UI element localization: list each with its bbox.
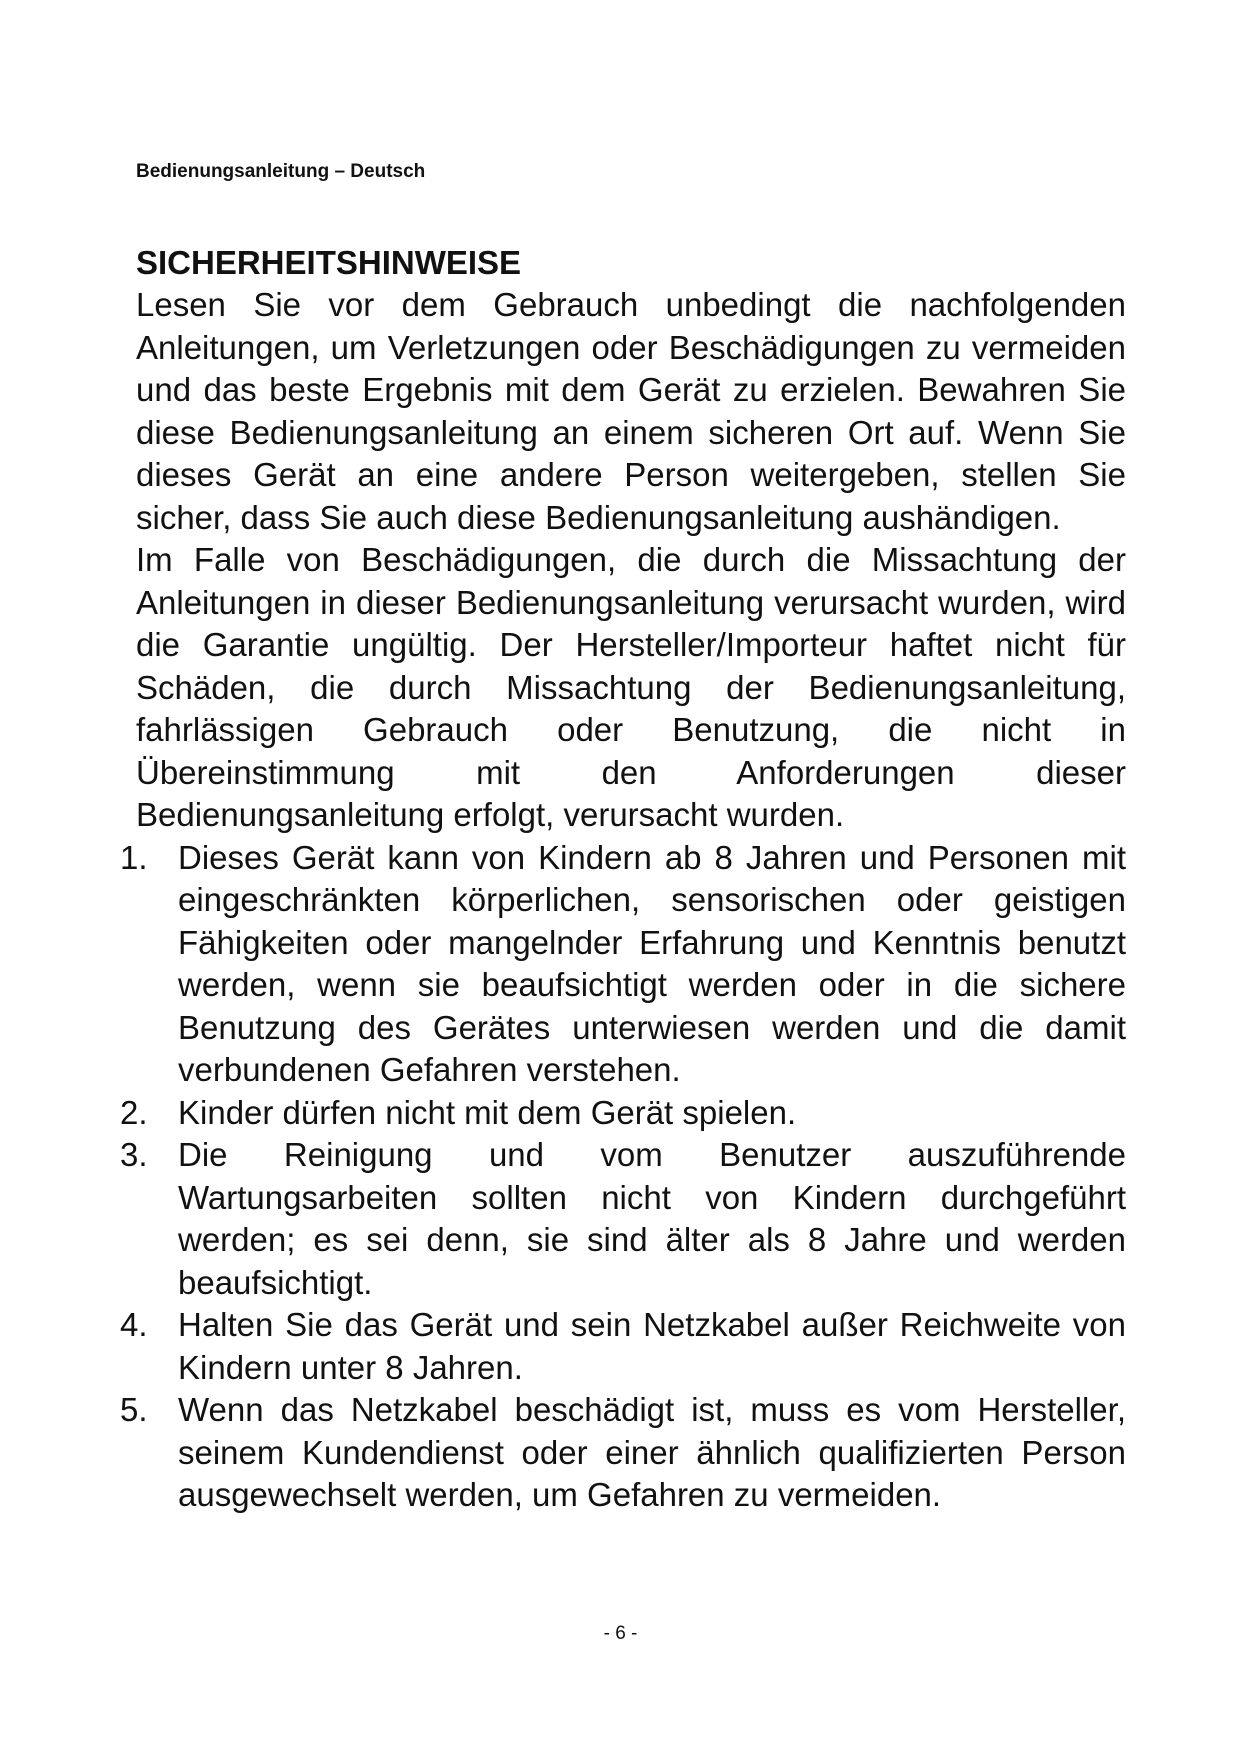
list-number: 4. bbox=[120, 1306, 148, 1343]
list-item bbox=[120, 1389, 1126, 1517]
list-number: 1. bbox=[120, 838, 148, 876]
list-number: 2. bbox=[120, 1093, 148, 1131]
safety-section bbox=[120, 242, 1126, 1517]
list-text: Die Reinigung und vom Benutzer auszuführende Wartungsarbeiten sollten nicht von Kindern durchgeführt werden; es sei denn, sie sind älter als 8 Jahre und werden beaufsichtigt. bbox=[178, 1136, 1126, 1301]
list-text: Wenn das Netzkabel beschädigt ist, muss es vom Hersteller, seinem Kundendienst oder einer ähnlich qualifizierten Person ausgewechselt werden, um Gefahren zu vermeiden. bbox=[178, 1391, 1126, 1513]
list-number: 3. bbox=[120, 1136, 148, 1173]
list-text: Kinder dürfen nicht mit dem Gerät spielen. bbox=[178, 1093, 797, 1131]
list-text: Halten Sie das Gerät und sein Netzkabel außer Reichweite von Kindern unter 8 Jahren. bbox=[178, 1306, 1126, 1386]
list-number: 5. bbox=[120, 1391, 148, 1428]
list-item bbox=[120, 1304, 1126, 1389]
list-item bbox=[120, 1134, 1126, 1304]
intro-paragraph: Lesen Sie vor dem Gebrauch unbedingt die nachfolgenden Anleitungen, um Verletzungen oder Beschädigungen zu vermeiden und das beste Ergebnis mit dem Gerät zu erzielen. Bewahren Sie diese Bedienungsanleitung an einem sicheren Ort auf. Wenn Sie dieses Gerät an eine andere Person weitergeben, stellen Sie sicher, dass Sie auch diese Bedienungsanleitung aushändigen. bbox=[136, 286, 1126, 536]
warranty-paragraph: Im Falle von Beschädigungen, die durch die Missachtung der Anleitungen in dieser Bedienungsanleitung verursacht wurden, wird die Garantie ungültig. Der Hersteller/Importeur haftet nicht für Schäden, die durch Missachtung der Bedienungsanleitung, fahrlässigen Gebrauch oder Benutzung, die nicht in Übereinstimmung mit den Anforderungen dieser Bedienungsanleitung erfolgt, verursacht wurden. bbox=[136, 541, 1126, 833]
list-text: Dieses Gerät kann von Kindern ab 8 Jahren und Personen mit eingeschränkten körperlichen, sensorischen oder geistigen Fähigkeiten oder mangelnder Erfahrung und Kenntnis benutzt werden, wenn sie beaufsichtigt werden oder in die sichere Benutzung des Gerätes unterwiesen werden und die damit verbundenen Gefahren verstehen. bbox=[178, 838, 1126, 1088]
section-heading: SICHERHEITSHINWEISE bbox=[136, 244, 522, 281]
document-header: Bedienungsanleitung – Deutsch bbox=[136, 161, 426, 182]
page-number: - 6 - bbox=[603, 1623, 638, 1644]
safety-list bbox=[120, 837, 1126, 1517]
list-item bbox=[120, 837, 1126, 1092]
list-item bbox=[120, 1092, 1126, 1135]
